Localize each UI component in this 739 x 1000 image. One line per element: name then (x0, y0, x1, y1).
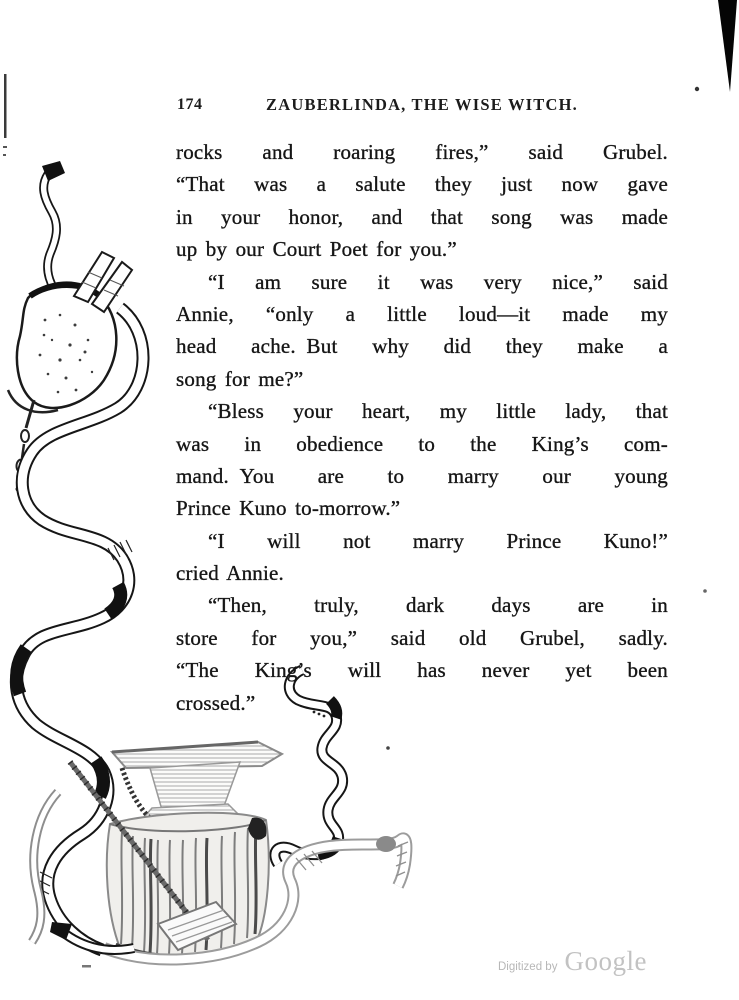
text-line: “I will not marry Prince Kuno!” (208, 528, 668, 553)
watermark-prefix: Digitized by (498, 961, 558, 973)
text-line: “Bless your heart, my little lady, that (208, 399, 668, 424)
running-head-title: ZAUBERLINDA, THE WISE WITCH. (266, 95, 578, 114)
digitized-by-google-watermark (498, 946, 647, 977)
text-line: crossed.” (176, 690, 256, 715)
text-line: song for me?” (176, 366, 304, 391)
text-line: cried Annie. (176, 561, 284, 586)
text-line: “That was a salute they just now gave (176, 172, 668, 197)
text-line: mand. You are to marry our young (176, 463, 668, 488)
text-line: head ache. But why did they make a (176, 334, 668, 359)
text-line: in your honor, and that song was made (176, 204, 668, 229)
page-corner-artifact (718, 0, 737, 92)
text-line: was in obedience to the King’s com- (176, 431, 668, 456)
text-line: store for you,” said old Grubel, sadly. (176, 625, 668, 650)
text-line: rocks and roaring fires,” said Grubel. (176, 140, 668, 164)
text-line: Prince Kuno to-morrow.” (176, 496, 401, 521)
text-line: “The King’s will has never yet been (176, 658, 668, 683)
bellows-illustration (8, 161, 132, 492)
google-logo: Google (564, 946, 647, 976)
text-line: Annie, “only a little loud—it made my (176, 301, 668, 326)
page-number: 174 (177, 96, 203, 113)
text-line: “I am sure it was very nice,” said (208, 269, 668, 294)
text-line: “Then, truly, dark days are in (208, 593, 668, 618)
body-text-block (176, 136, 668, 719)
text-line: up by our Court Poet for you.” (176, 237, 457, 262)
